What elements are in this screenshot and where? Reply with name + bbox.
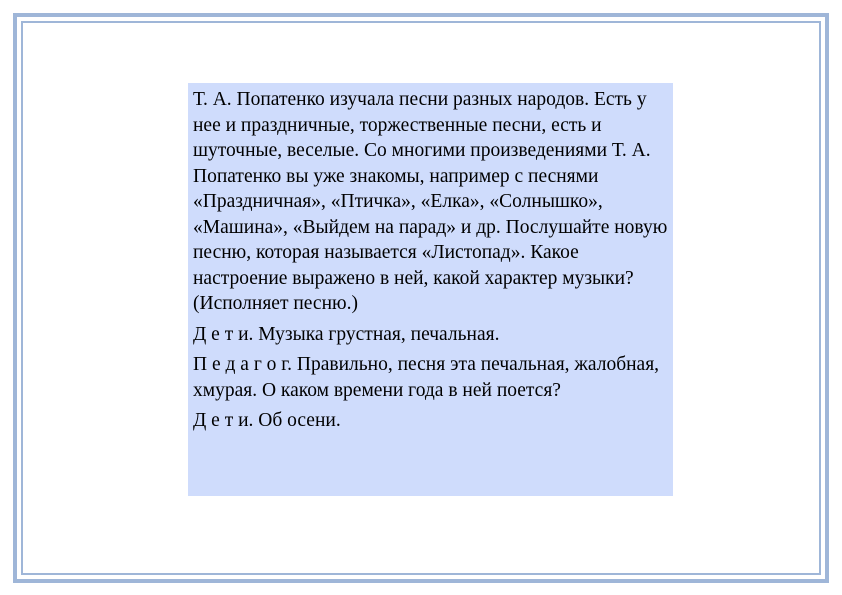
speaker-label: Д е т и.	[193, 323, 254, 345]
paragraph-text: Т. А. Попатенко изучала песни разных народов. Есть у нее и праздничные, торжественные песни, есть и шуточные, веселые. Со многими произведениями Т. А. Попатенко вы уже знакомы, например с песнями «Праздничная», «Птичка», «Елка», «Солнышко», «Машина», «Выйдем на парад» и др. Послушайте новую песню, которая называется «Листопад». Какое настроение выражено в ней, какой характер музыки? (Исполняет песню.)	[193, 89, 668, 314]
paragraph-teacher	[193, 352, 669, 403]
dialogue-text-box	[188, 83, 673, 496]
paragraph-text: Об осени.	[253, 410, 341, 431]
speaker-label: Д е т и.	[193, 410, 254, 431]
speaker-label: П е д а г о г.	[193, 354, 292, 375]
paragraph-text: Правильно, песня эта печальная, жалобная, хмурая. О каком времени года в ней поется?	[193, 354, 660, 401]
paragraph-children-reply-1	[193, 322, 669, 348]
paragraph-intro	[193, 87, 669, 317]
paragraph-text: Музыка грустная, печальная.	[253, 323, 500, 345]
paragraph-children-reply-2	[193, 408, 669, 434]
